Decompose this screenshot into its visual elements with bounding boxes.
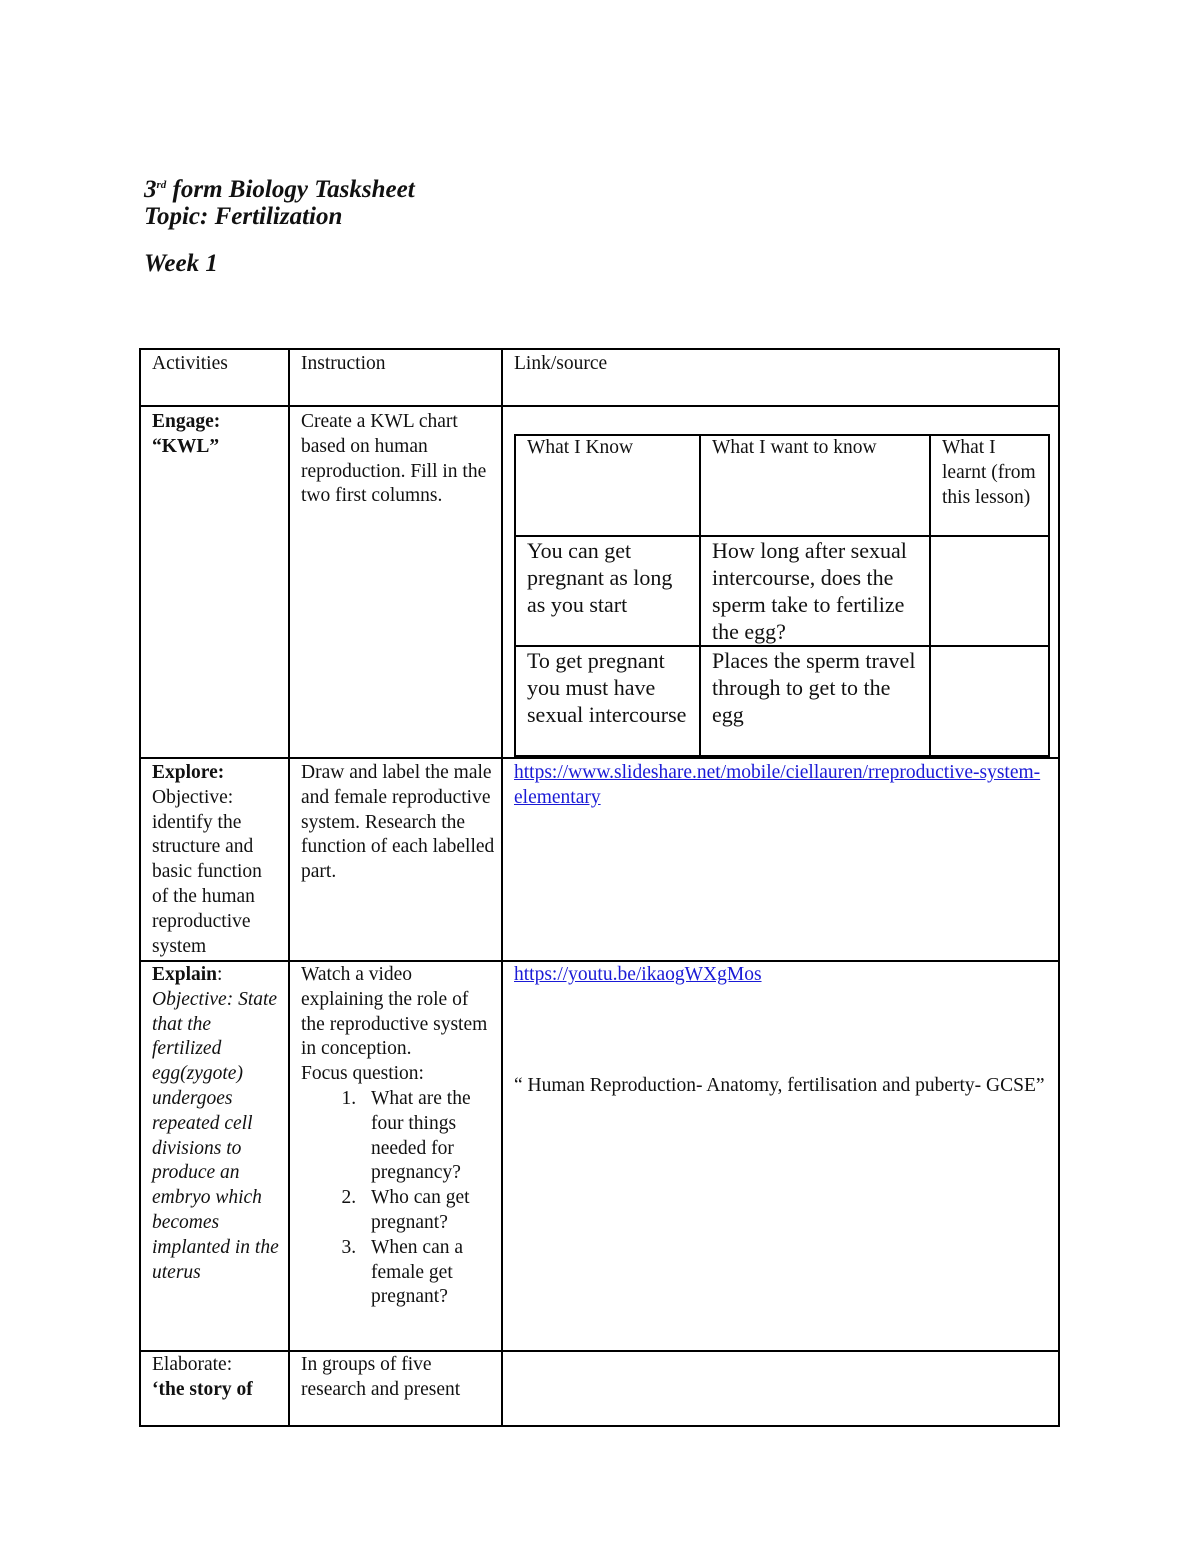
- kwl-row: [515, 536, 1049, 646]
- kwl-row: [515, 646, 1049, 756]
- engage-sub: “KWL”: [152, 435, 220, 457]
- explore-row: [140, 758, 1059, 961]
- kwl-header-row: [515, 435, 1049, 536]
- explain-link-cell: [502, 961, 1059, 1351]
- table-header-row: [140, 349, 1059, 406]
- kwl-cell[interactable]: [930, 536, 1049, 646]
- elaborate-row: [140, 1351, 1059, 1426]
- kwl-cell[interactable]: To get pregnant you must have sexual intercourse: [515, 646, 700, 756]
- elaborate-activity-cell: [140, 1351, 289, 1426]
- kwl-chart: [514, 434, 1050, 757]
- engage-label: Engage:: [152, 411, 221, 432]
- focus-question: 2. Who can get pregnant?: [361, 1186, 495, 1236]
- engage-instruction: Create a KWL chart based on human reproduction. Fill in the two first columns.: [289, 406, 502, 758]
- worksheet-title: 3rd form Biology Tasksheet: [144, 176, 415, 203]
- youtube-link[interactable]: https://youtu.be/ikaogWXgMos: [514, 964, 762, 985]
- elaborate-link-cell: [502, 1351, 1059, 1426]
- explore-label: Explore:: [152, 762, 225, 783]
- tasksheet-table: [139, 348, 1060, 1427]
- explore-activity-cell: [140, 758, 289, 961]
- explain-row: [140, 961, 1059, 1351]
- explain-label: Explain: [152, 964, 218, 985]
- engage-activity-cell: [140, 406, 289, 758]
- column-header-activities: Activities: [140, 349, 289, 406]
- elaborate-sub: ‘the story of: [152, 1378, 253, 1400]
- week-heading: Week 1: [144, 250, 218, 277]
- explain-objective: Objective: State that the fertilized egg(zygote) undergoes repeated cell divisions to produce an embryo which becomes implanted in the uterus: [152, 988, 279, 1283]
- column-header-instruction: Instruction: [289, 349, 502, 406]
- kwl-header-want: What I want to know: [700, 435, 930, 536]
- column-header-link-source: Link/source: [502, 349, 1059, 406]
- video-title: “ Human Reproduction- Anatomy, fertilisation and puberty- GCSE”: [514, 1074, 1045, 1096]
- explore-objective: Objective: identify the structure and basic function of the human reproductive system: [152, 786, 262, 957]
- kwl-header-learnt: What I learnt (from this lesson): [930, 435, 1049, 536]
- kwl-cell[interactable]: You can get pregnant as long as you start: [515, 536, 700, 646]
- explain-instruction-cell: [289, 961, 502, 1351]
- explain-activity-cell: Explain: Objective: State that the fertilized egg(zygote) undergoes repeated cell divisions to produce an embryo which becomes implanted in the uterus: [140, 961, 289, 1351]
- focus-question-list: [301, 1087, 495, 1310]
- focus-question: 1. What are the four things needed for pregnancy?: [361, 1087, 495, 1186]
- engage-link-cell: [502, 406, 1059, 758]
- kwl-header-know: What I Know: [515, 435, 700, 536]
- explore-instruction: Draw and label the male and female reproductive system. Research the function of each labelled part.: [289, 758, 502, 961]
- focus-question: 3. When can a female get pregnant?: [361, 1236, 495, 1310]
- kwl-cell[interactable]: Places the sperm travel through to get to the egg: [700, 646, 930, 756]
- slideshare-link[interactable]: https://www.slideshare.net/mobile/ciellauren/rreproductive-system-elementary: [514, 762, 1041, 808]
- elaborate-instruction: In groups of five research and present: [289, 1351, 502, 1426]
- engage-row: [140, 406, 1059, 758]
- kwl-cell[interactable]: How long after sexual intercourse, does the sperm take to fertilize the egg?: [700, 536, 930, 646]
- kwl-cell[interactable]: [930, 646, 1049, 756]
- focus-question-label: Focus question:: [301, 1063, 424, 1085]
- explore-link-cell: [502, 758, 1059, 961]
- topic-heading: Topic: Fertilization: [144, 203, 343, 230]
- elaborate-label: Elaborate:: [152, 1354, 233, 1375]
- explain-instruction: Watch a video explaining the role of the reproductive system in conception.: [301, 964, 488, 1060]
